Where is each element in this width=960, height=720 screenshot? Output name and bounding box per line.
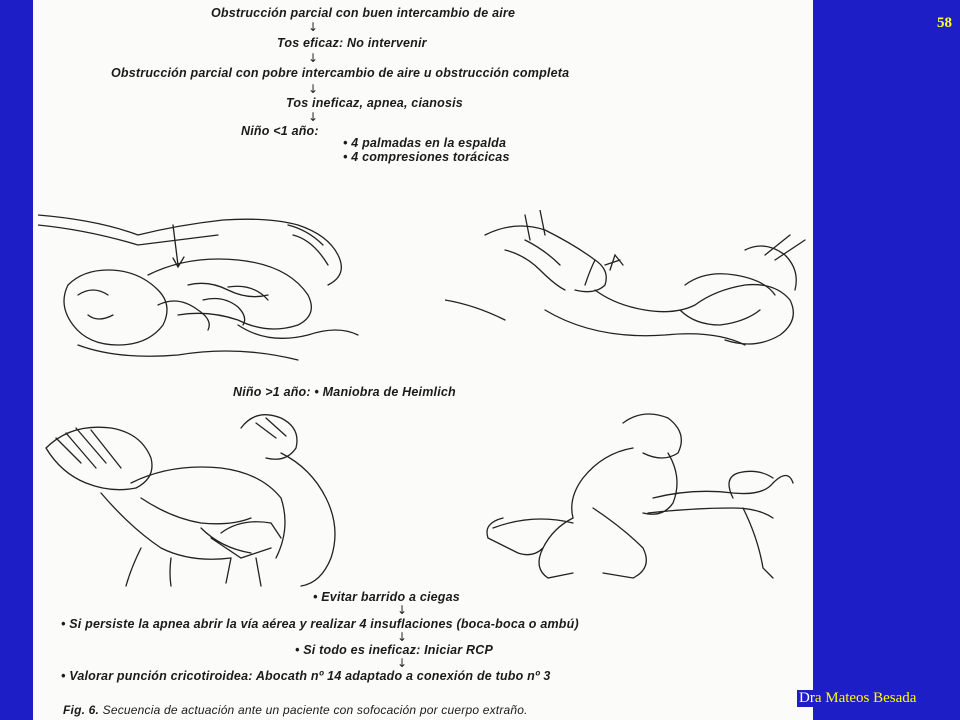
avoid-blind-sweep: • Evitar barrido a ciegas — [313, 590, 460, 604]
abocath-term: Abocath — [255, 669, 308, 683]
down-arrow-icon: ↓ — [397, 603, 408, 617]
down-arrow-icon: ↓ — [308, 82, 319, 96]
down-arrow-icon: ↓ — [308, 20, 319, 34]
infant-chest-thrusts: • 4 compresiones torácicas — [343, 150, 510, 164]
figure-caption-text: Secuencia de actuación ante un paciente con sofocación por cuerpo extraño. — [99, 703, 528, 717]
puncture-text-end: nº 14 adaptado a conexión de tubo nº 3 — [307, 669, 551, 683]
figure-caption — [63, 703, 528, 717]
flow-step-partial-good: Obstrucción parcial con buen intercambio de aire — [211, 6, 516, 20]
infant-chest-thrusts-illustration — [445, 210, 810, 355]
child-heimlich-label: Niño >1 año: • Maniobra de Heimlich — [233, 385, 456, 399]
start-cpr: • Si todo es ineficaz: Iniciar RCP — [295, 643, 494, 657]
flow-step-effective-cough: Tos eficaz: No intervenir — [277, 36, 427, 50]
puncture-text: • Valorar punción cricotiroidea: — [61, 669, 256, 683]
slide-number: 58 — [937, 15, 952, 31]
scanned-page — [33, 0, 813, 720]
cricothyroid-puncture — [61, 669, 551, 683]
infant-back-blows: • 4 palmadas en la espalda — [343, 136, 507, 150]
open-airway-insufflations: • Si persiste la apnea abrir la vía aérea y realizar 4 insuflaciones (boca-boca o ambú) — [61, 617, 579, 631]
down-arrow-icon: ↓ — [397, 656, 408, 670]
flow-step-ineffective-cough: Tos ineficaz, apnea, cianosis — [286, 96, 463, 110]
flow-step-partial-poor: Obstrucción parcial con pobre intercambio de aire u obstrucción completa — [111, 66, 570, 80]
standing-heimlich-illustration — [41, 408, 371, 588]
down-arrow-icon: ↓ — [397, 630, 408, 644]
infant-label: Niño <1 año: — [241, 124, 319, 138]
author-prefix: Dr — [799, 690, 815, 706]
author-name: a Mateos Besada — [814, 690, 917, 706]
author-credit — [797, 690, 918, 707]
down-arrow-icon: ↓ — [308, 110, 319, 124]
figure-number: Fig. 6. — [63, 703, 100, 717]
infant-back-blows-illustration — [38, 195, 368, 365]
down-arrow-icon: ↓ — [308, 51, 319, 65]
supine-heimlich-illustration — [473, 408, 803, 588]
